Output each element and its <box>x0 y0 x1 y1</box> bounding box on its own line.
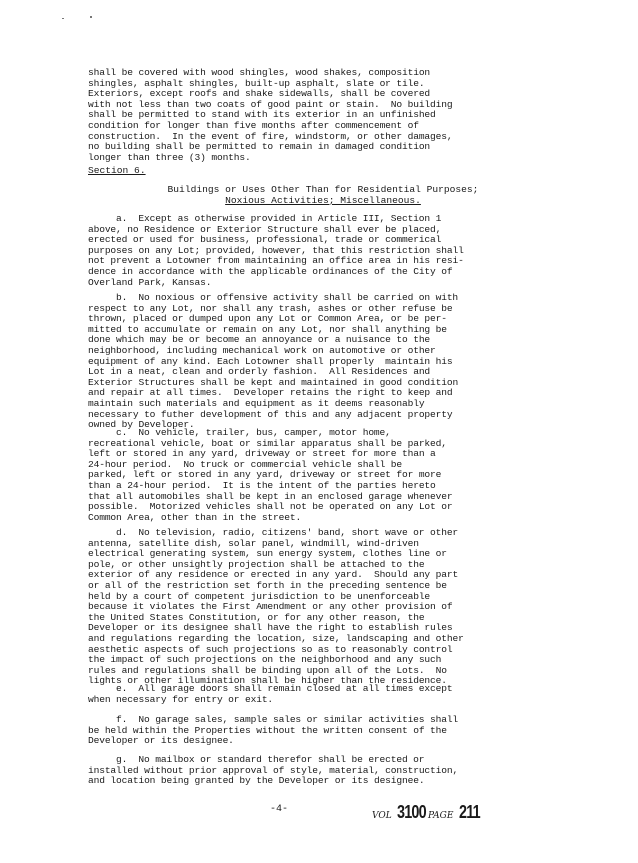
text-line: maintain such materials and equipment as it deems reasonably <box>88 397 425 409</box>
text-line: and repair at all times. Developer retains the right to keep and <box>88 387 453 399</box>
text-line: installed without prior approval of style, material, construction, <box>88 764 459 776</box>
text-line: f. No garage sales, sample sales or similar activities shall <box>116 714 459 725</box>
text-line: shall be covered with wood shingles, wood shakes, composition <box>88 67 431 78</box>
section-title-line1: Buildings or Uses Other Than for Residential Purposes; <box>167 184 479 195</box>
text-line: mitted to accumulate or remain on any Lot, nor shall anything be <box>88 323 447 335</box>
text-line: Developer or its designee. <box>88 735 234 747</box>
text-line: d. No television, radio, citizens' band, short wave or other <box>116 527 459 538</box>
paragraph-c <box>88 428 558 523</box>
text-line: c. No vehicle, trailer, bus, camper, motor home, <box>116 427 391 438</box>
paragraph-a <box>88 214 558 288</box>
text-line: neighborhood, including mechanical work on automotive or other <box>88 344 436 356</box>
vol-number: 3100 <box>396 802 426 822</box>
paragraph-roofing <box>88 68 558 163</box>
text-line: e. All garage doors shall remain closed at all times except <box>116 683 453 694</box>
paragraph-f <box>88 715 558 747</box>
page-label: PAGE <box>427 811 454 821</box>
text-line: erected or used for business, professional, trade or commerical <box>88 234 442 246</box>
text-line: shall be permitted to stand with its exterior in an unfinished <box>88 109 436 121</box>
text-line: with not less than two coats of good paint or stain. No building <box>88 98 453 110</box>
text-line: thrown, placed or dumped upon any Lot or Common Area, or be per- <box>88 313 447 325</box>
text-line: g. No mailbox or standard therefor shall be erected or <box>116 754 425 765</box>
text-line: Exteriors, except roofs and shake sidewalls, shall be covered <box>88 88 431 100</box>
text-line: Lot in a neat, clean and orderly fashion. All Residences and <box>88 366 431 378</box>
text-line: condition for longer than five months after commencement of <box>88 119 419 131</box>
page-number: -4- <box>270 804 289 815</box>
text-line: necessary to futher development of this and any adjacent property <box>88 408 453 420</box>
text-line: antenna, satellite dish, solar panel, windmill, wind-driven <box>88 537 419 549</box>
text-line: Overland Park, Kansas. <box>88 276 212 288</box>
text-line: rules and regulations shall be binding upon all of the Lots. No <box>88 664 447 676</box>
text-line: lights or other illumination shall be higher than the residence. <box>88 675 447 687</box>
page-ref: 211 <box>458 802 480 822</box>
text-line: equipment of any kind. Each Lotowner shall properly maintain his <box>88 355 453 367</box>
text-line: dence in accordance with the applicable ordinances of the City of <box>88 265 453 277</box>
scan-speck <box>62 18 64 19</box>
paragraph-g <box>88 755 558 787</box>
text-line: aesthetic aspects of such projections so as to reasonably control <box>88 643 453 655</box>
text-line: possible. Motorized vehicles shall not be operated on any Lot or <box>88 501 453 513</box>
text-line: b. No noxious or offensive activity shall be carried on with <box>116 292 459 303</box>
text-line: done which may be or become an annoyance or a nuisance to the <box>88 334 431 346</box>
text-line: Developer or its designee shall have the right to establish rules <box>88 622 453 634</box>
text-line: recreational vehicle, boat or similar apparatus shall be parked, <box>88 437 447 449</box>
section-title-line2 <box>88 196 558 207</box>
text-line: shingles, asphalt shingles, built-up asphalt, slate or tile. <box>88 77 425 89</box>
paragraph-e <box>88 684 558 705</box>
text-line: because it violates the First Amendment or any other provision of <box>88 601 453 613</box>
text-line: the United States Constitution, or for any other reason, the <box>88 611 425 623</box>
paragraph-b <box>88 293 558 431</box>
paragraph-d <box>88 528 558 687</box>
text-line: and location being granted by the Developer or its designee. <box>88 775 425 787</box>
text-line: parked, left or stored in any yard, driveway or street for more <box>88 469 442 481</box>
text-line: held by a court of competent jurisdiction to be unenforceable <box>88 590 431 602</box>
text-line: or all of the restriction set forth in the preceding sentence be <box>88 579 447 591</box>
text-line: than a 24-hour period. It is the intent of the parties hereto <box>88 479 436 491</box>
section-title-line2-text: Noxious Activities; Miscellaneous. <box>225 195 421 206</box>
vol-label: VOL <box>372 811 392 821</box>
text-line: purposes on any Lot; provided, however, that this restriction shall <box>88 244 464 256</box>
text-line: exterior of any residence or erected in any yard. Should any part <box>88 569 459 581</box>
text-line: above, no Residence or Exterior Structure shall ever be placed, <box>88 223 442 235</box>
section-heading: Section 6. <box>88 165 146 176</box>
text-line: left or stored in any yard, driveway or street for more than a <box>88 448 436 460</box>
text-line: that all automobiles shall be kept in an enclosed garage whenever <box>88 490 453 502</box>
text-line: owned by Developer. <box>88 419 195 431</box>
text-line: respect to any Lot, nor shall any trash, ashes or other refuse be <box>88 302 453 314</box>
text-line: electrical generating system, sun energy system, clothes line or <box>88 548 447 560</box>
text-line: longer than three (3) months. <box>88 151 251 163</box>
text-line: no building shall be permitted to remain in damaged condition <box>88 141 431 153</box>
text-line: be held within the Properties without the written consent of the <box>88 724 447 736</box>
text-line: Common Area, other than in the street. <box>88 511 302 523</box>
text-line: not prevent a Lotowner from maintaining an office area in his resi- <box>88 255 464 267</box>
text-line: when necessary for entry or exit. <box>88 693 274 705</box>
text-line: construction. In the event of fire, windstorm, or other damages, <box>88 130 453 142</box>
text-line: a. Except as otherwise provided in Article III, Section 1 <box>116 213 442 224</box>
text-line: Exterior Structures shall be kept and maintained in good condition <box>88 376 459 388</box>
volume-stamp <box>372 802 485 823</box>
scan-speck <box>90 16 92 18</box>
text-line: the impact of such projections on the neighborhood and any such <box>88 654 442 666</box>
text-line: and regulations regarding the location, size, landscaping and other <box>88 632 464 644</box>
text-line: 24-hour period. No truck or commercial vehicle shall be <box>88 458 403 470</box>
text-line: pole, or other unsightly projection shall be attached to the <box>88 558 425 570</box>
